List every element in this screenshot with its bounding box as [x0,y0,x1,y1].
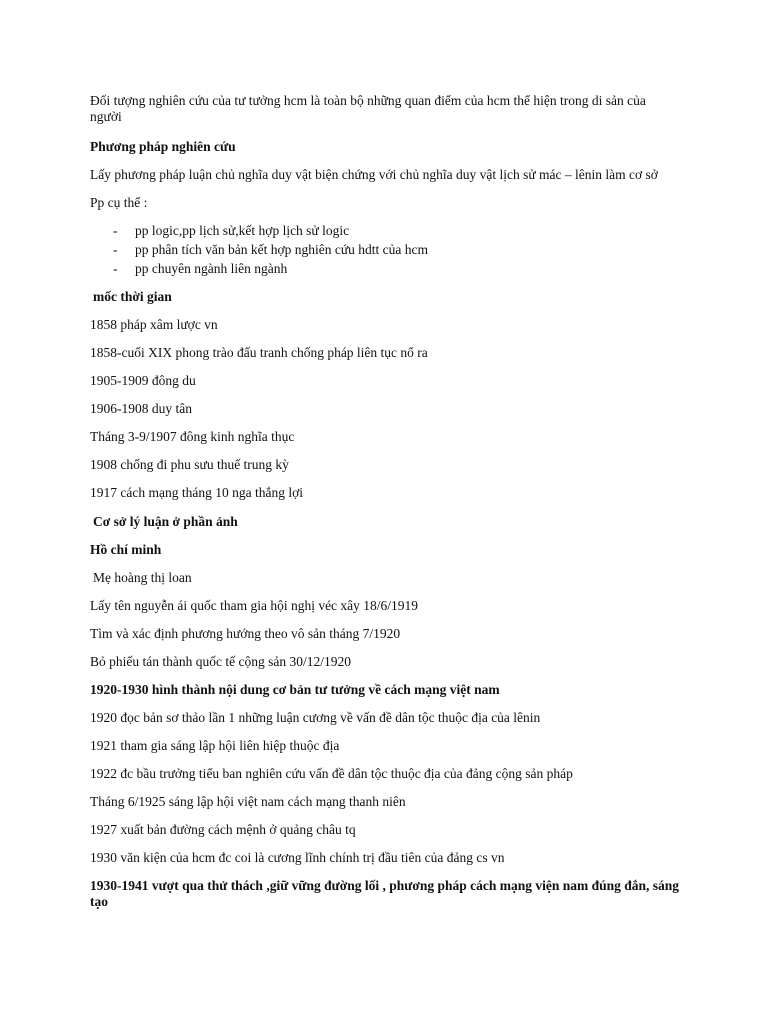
timeline-item: 1917 cách mạng tháng 10 nga thắng lợi [90,485,303,500]
list-item-text: pp phân tích văn bản kết hợp nghiên cứu hdtt của hcm [135,242,429,257]
period1-item: 1920 đọc bản sơ thảo lần 1 những luận cương về vấn đề dân tộc thuộc địa của lênin [90,710,541,725]
hcm-item: Lấy tên nguyễn ái quốc tham gia hội nghị véc xây 18/6/1919 [90,598,419,613]
period1-item: Tháng 6/1925 sáng lập hội việt nam cách mạng thanh niên [90,794,406,809]
timeline-item: 1858-cuối XIX phong trào đấu tranh chống pháp liên tục nổ ra [90,345,428,360]
period1-item: 1930 văn kiện của hcm đc coi là cương lĩnh chính trị đầu tiên của đảng cs vn [90,850,505,865]
timeline-item: Tháng 3-9/1907 đông kinh nghĩa thục [90,429,295,444]
hcm-item: Bỏ phiếu tán thành quốc tế cộng sản 30/12/1920 [90,654,351,669]
list-item [113,223,349,239]
timeline-item: 1858 pháp xâm lược vn [90,317,218,332]
theory-heading: Cơ sở lý luận ở phần ảnh [93,514,238,529]
list-item-text: pp chuyên ngành liên ngành [135,261,288,276]
hcm-item: Mẹ hoàng thị loan [93,570,192,585]
list-item-text: pp logic,pp lịch sử,kết hợp lịch sử logic [135,223,350,238]
pp-label: Pp cụ thể : [90,195,148,210]
timeline-item: 1905-1909 đông du [90,373,196,388]
bullet-dash: - [113,261,118,276]
period1-heading: 1920-1930 hình thành nội dung cơ bản tư tưởng về cách mạng việt nam [90,682,500,697]
method-paragraph: Lấy phương pháp luận chủ nghĩa duy vật biện chứng với chủ nghĩa duy vật lịch sử mác – lênin làm cơ sở [90,167,658,182]
hcm-item: Tìm và xác định phương hướng theo vô sản tháng 7/1920 [90,626,401,641]
period1-item: 1922 đc bầu trưởng tiểu ban nghiên cứu vấn đề dân tộc thuộc địa của đảng cộng sản pháp [90,766,573,781]
timeline-heading: mốc thời gian [93,289,172,304]
intro-paragraph: Đối tượng nghiên cứu của tư tưởng hcm là toàn bộ những quan điểm của hcm thể hiện trong di sản của người [90,93,646,124]
period1-item: 1921 tham gia sáng lập hội liên hiệp thuộc địa [90,738,340,753]
period1-item: 1927 xuất bản đường cách mệnh ở quảng châu tq [90,822,356,837]
timeline-item: 1906-1908 duy tân [90,401,192,416]
list-item [113,261,287,277]
period2-heading: 1930-1941 vượt qua thử thách ,giữ vững đường lối , phương pháp cách mạng viện nam đúng đắn, sáng tạo [90,878,680,909]
method-heading: Phương pháp nghiên cứu [90,139,236,154]
timeline-item: 1908 chống đi phu sưu thuế trung kỳ [90,457,289,472]
list-item [113,242,428,258]
hcm-heading: Hồ chí minh [90,542,162,557]
bullet-dash: - [113,242,118,257]
bullet-dash: - [113,223,118,238]
